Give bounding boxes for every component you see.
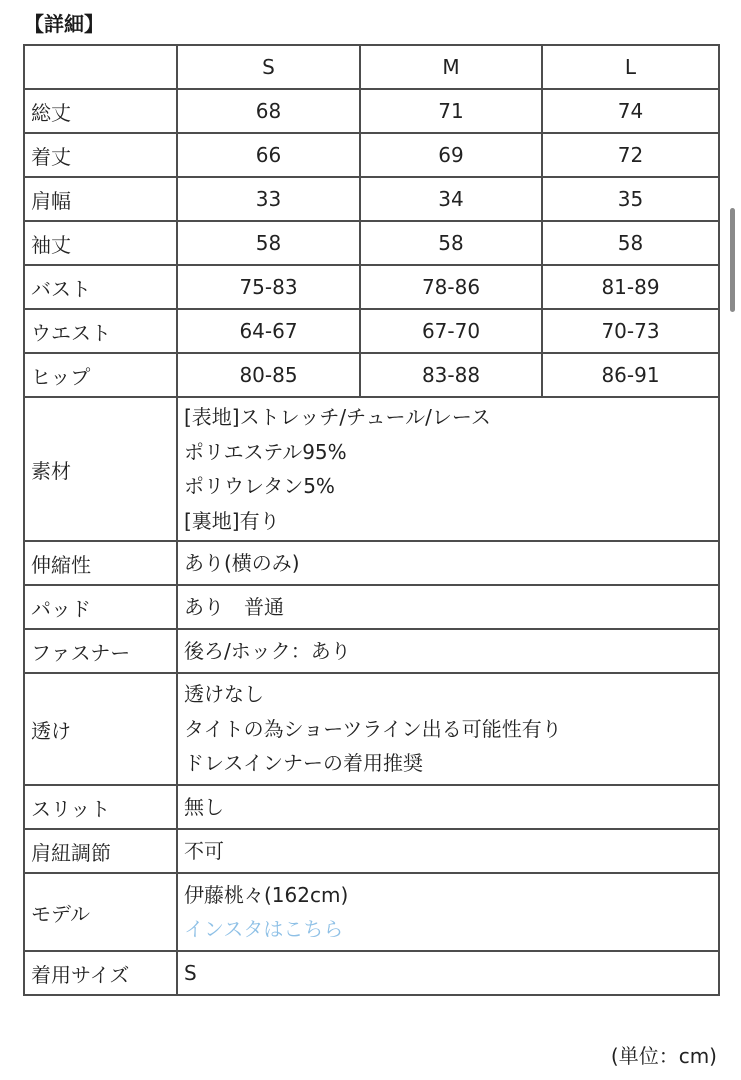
row-label: 袖丈 (24, 221, 177, 265)
row-label: 透け (24, 673, 177, 785)
value-s: 66 (177, 133, 360, 177)
description-line: ドレスインナーの着用推奨 (184, 751, 423, 776)
value-s: 80-85 (177, 353, 360, 397)
instagram-link[interactable]: インスタはこちら (184, 917, 344, 941)
row-label: ウエスト (24, 309, 177, 353)
description-line: 透けなし (184, 682, 264, 707)
row-label: 着用サイズ (24, 951, 177, 995)
row-label: ファスナー (24, 629, 177, 673)
value-l: 72 (542, 133, 719, 177)
measure-row-hip (24, 353, 719, 397)
row-description (177, 829, 719, 873)
value-l: 86-91 (542, 353, 719, 397)
size-header-l: L (542, 45, 719, 89)
row-description (177, 785, 719, 829)
value-m: 58 (360, 221, 542, 265)
value-m: 69 (360, 133, 542, 177)
row-description (177, 541, 719, 585)
row-label: 肩幅 (24, 177, 177, 221)
measure-row-body-length (24, 133, 719, 177)
description-line: ポリエステル95% (184, 439, 347, 464)
measure-row-waist (24, 309, 719, 353)
value-s: 68 (177, 89, 360, 133)
row-label: 素材 (24, 397, 177, 541)
detail-row-worn-size (24, 951, 719, 995)
description-line: 不可 (184, 838, 224, 863)
row-label: モデル (24, 873, 177, 951)
detail-row-stretch (24, 541, 719, 585)
description-line: タイトの為ショーツライン出る可能性有り (184, 716, 562, 741)
measure-row-sleeve-length (24, 221, 719, 265)
row-description (177, 951, 719, 995)
row-label: 肩紐調節 (24, 829, 177, 873)
detail-row-fastener (24, 629, 719, 673)
corner-cell (24, 45, 177, 89)
value-l: 58 (542, 221, 719, 265)
value-m: 34 (360, 177, 542, 221)
detail-row-slit (24, 785, 719, 829)
size-spec-table (23, 44, 720, 996)
description-line: 伊藤桃々(162cm) (184, 882, 349, 907)
detail-row-model (24, 873, 719, 951)
description-line: ポリウレタン5% (184, 474, 335, 498)
row-description (177, 397, 719, 541)
detail-row-sheerness (24, 673, 719, 785)
row-label: バスト (24, 265, 177, 309)
row-label: ヒップ (24, 353, 177, 397)
description-line: あり 普通 (184, 594, 284, 619)
measure-row-bust (24, 265, 719, 309)
size-header-row (24, 45, 719, 89)
size-header-m: M (360, 45, 542, 89)
value-l: 70-73 (542, 309, 719, 353)
value-l: 81-89 (542, 265, 719, 309)
value-l: 35 (542, 177, 719, 221)
measure-row-shoulder-width (24, 177, 719, 221)
measure-row-total-length (24, 89, 719, 133)
row-label: スリット (24, 785, 177, 829)
value-s: 75-83 (177, 265, 360, 309)
description-line: あり(横のみ) (184, 550, 300, 575)
description-line: 無し (184, 794, 224, 819)
section-heading: 【詳細】 (24, 12, 104, 36)
size-header-s: S (177, 45, 360, 89)
unit-note: (単位：cm) (610, 1044, 717, 1068)
row-label: パッド (24, 585, 177, 629)
row-description (177, 585, 719, 629)
value-s: 58 (177, 221, 360, 265)
row-description (177, 873, 719, 951)
value-m: 83-88 (360, 353, 542, 397)
row-label: 着丈 (24, 133, 177, 177)
value-m: 71 (360, 89, 542, 133)
scrollbar-thumb[interactable] (730, 208, 735, 312)
value-m: 67-70 (360, 309, 542, 353)
value-s: 33 (177, 177, 360, 221)
detail-row-material (24, 397, 719, 541)
description-line: [裏地]有り (184, 508, 280, 533)
row-label: 総丈 (24, 89, 177, 133)
detail-row-strap-adjust (24, 829, 719, 873)
value-s: 64-67 (177, 309, 360, 353)
detail-row-pad (24, 585, 719, 629)
row-label: 伸縮性 (24, 541, 177, 585)
description-line: [表地]ストレッチ/チュール/レース (184, 405, 491, 429)
row-description (177, 673, 719, 785)
description-line: 後ろ/ホック：あり (184, 638, 351, 663)
value-l: 74 (542, 89, 719, 133)
description-line: S (184, 960, 197, 985)
row-description (177, 629, 719, 673)
value-m: 78-86 (360, 265, 542, 309)
